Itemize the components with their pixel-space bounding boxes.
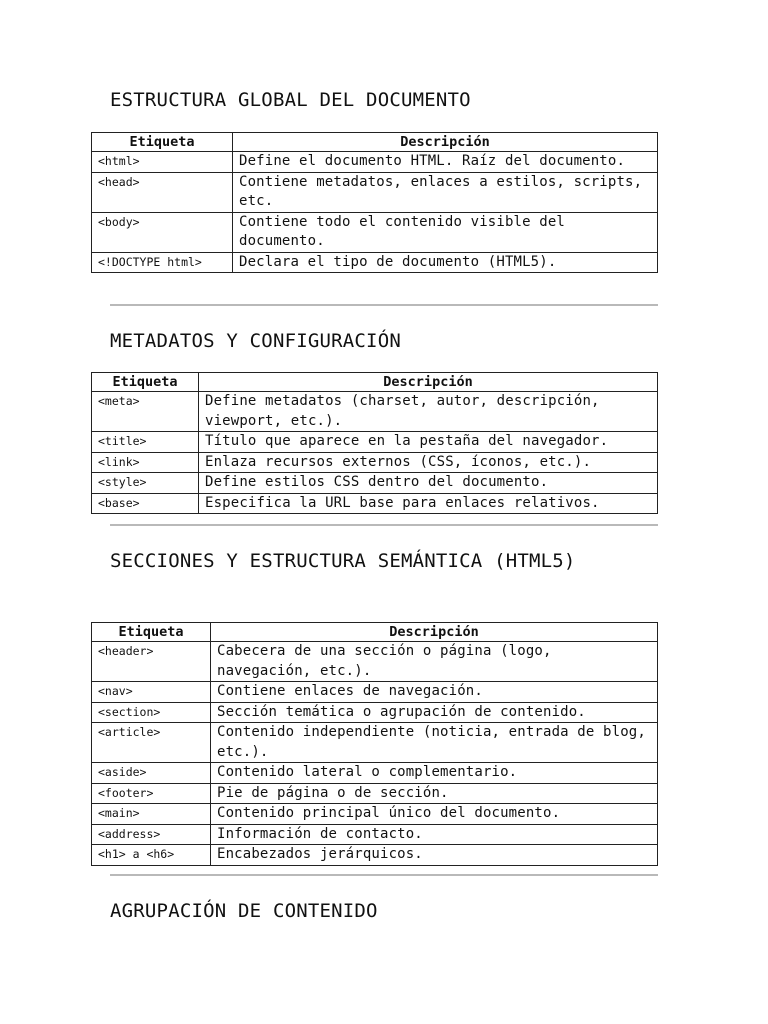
section-title-global-structure: ESTRUCTURA GLOBAL DEL DOCUMENTO	[110, 89, 471, 111]
tag-cell: <section>	[92, 702, 211, 723]
description-cell: Define metadatos (charset, autor, descripción, viewport, etc.).	[199, 392, 658, 432]
tag-cell: <meta>	[92, 392, 199, 432]
table-row	[92, 642, 658, 682]
column-header-tag: Etiqueta	[92, 623, 211, 642]
tag-cell: <aside>	[92, 763, 211, 784]
tag-cell: <body>	[92, 212, 233, 252]
tag-cell: <footer>	[92, 783, 211, 804]
section-title-semantic-structure: SECCIONES Y ESTRUCTURA SEMÁNTICA (HTML5)	[110, 550, 576, 572]
tag-cell: <h1> a <h6>	[92, 845, 211, 866]
tag-cell: <html>	[92, 152, 233, 173]
tag-cell: <style>	[92, 473, 199, 494]
table-row	[92, 824, 658, 845]
description-cell: Contiene enlaces de navegación.	[211, 682, 658, 703]
tag-cell: <head>	[92, 172, 233, 212]
description-cell: Define estilos CSS dentro del documento.	[199, 473, 658, 494]
table-header-row	[92, 623, 658, 642]
table-row	[92, 252, 658, 273]
description-cell: Especifica la URL base para enlaces relativos.	[199, 493, 658, 514]
description-cell: Cabecera de una sección o página (logo, navegación, etc.).	[211, 642, 658, 682]
description-cell: Contenido principal único del documento.	[211, 804, 658, 825]
table-global-structure	[91, 132, 658, 273]
tag-cell: <article>	[92, 723, 211, 763]
table-row	[92, 452, 658, 473]
description-cell: Título que aparece en la pestaña del navegador.	[199, 432, 658, 453]
table-row	[92, 212, 658, 252]
column-header-description: Descripción	[233, 133, 658, 152]
table-row	[92, 682, 658, 703]
section-title-content-grouping: AGRUPACIÓN DE CONTENIDO	[110, 900, 378, 922]
column-header-description: Descripción	[199, 373, 658, 392]
tag-cell: <header>	[92, 642, 211, 682]
table-row	[92, 152, 658, 173]
table-row	[92, 763, 658, 784]
section-divider	[110, 304, 658, 306]
tag-cell: <link>	[92, 452, 199, 473]
table-row	[92, 473, 658, 494]
table-header-row	[92, 133, 658, 152]
table-row	[92, 392, 658, 432]
description-cell: Declara el tipo de documento (HTML5).	[233, 252, 658, 273]
table-row	[92, 493, 658, 514]
tag-cell: <main>	[92, 804, 211, 825]
table-row	[92, 172, 658, 212]
tag-cell: <!DOCTYPE html>	[92, 252, 233, 273]
section-divider	[110, 874, 658, 876]
table-semantic-structure	[91, 622, 658, 866]
table-row	[92, 702, 658, 723]
table-header-row	[92, 373, 658, 392]
table-row	[92, 804, 658, 825]
table-metadata	[91, 372, 658, 514]
table-row	[92, 845, 658, 866]
description-cell: Pie de página o de sección.	[211, 783, 658, 804]
description-cell: Sección temática o agrupación de contenido.	[211, 702, 658, 723]
description-cell: Contenido independiente (noticia, entrada de blog, etc.).	[211, 723, 658, 763]
table-row	[92, 723, 658, 763]
description-cell: Enlaza recursos externos (CSS, íconos, etc.).	[199, 452, 658, 473]
description-cell: Define el documento HTML. Raíz del documento.	[233, 152, 658, 173]
table-row	[92, 783, 658, 804]
tag-cell: <address>	[92, 824, 211, 845]
description-cell: Contenido lateral o complementario.	[211, 763, 658, 784]
table-row	[92, 432, 658, 453]
description-cell: Encabezados jerárquicos.	[211, 845, 658, 866]
column-header-tag: Etiqueta	[92, 373, 199, 392]
tag-cell: <title>	[92, 432, 199, 453]
tag-cell: <nav>	[92, 682, 211, 703]
section-title-metadata: METADATOS Y CONFIGURACIÓN	[110, 330, 401, 352]
description-cell: Información de contacto.	[211, 824, 658, 845]
section-divider	[110, 524, 658, 526]
column-header-description: Descripción	[211, 623, 658, 642]
description-cell: Contiene metadatos, enlaces a estilos, scripts, etc.	[233, 172, 658, 212]
column-header-tag: Etiqueta	[92, 133, 233, 152]
description-cell: Contiene todo el contenido visible del documento.	[233, 212, 658, 252]
tag-cell: <base>	[92, 493, 199, 514]
